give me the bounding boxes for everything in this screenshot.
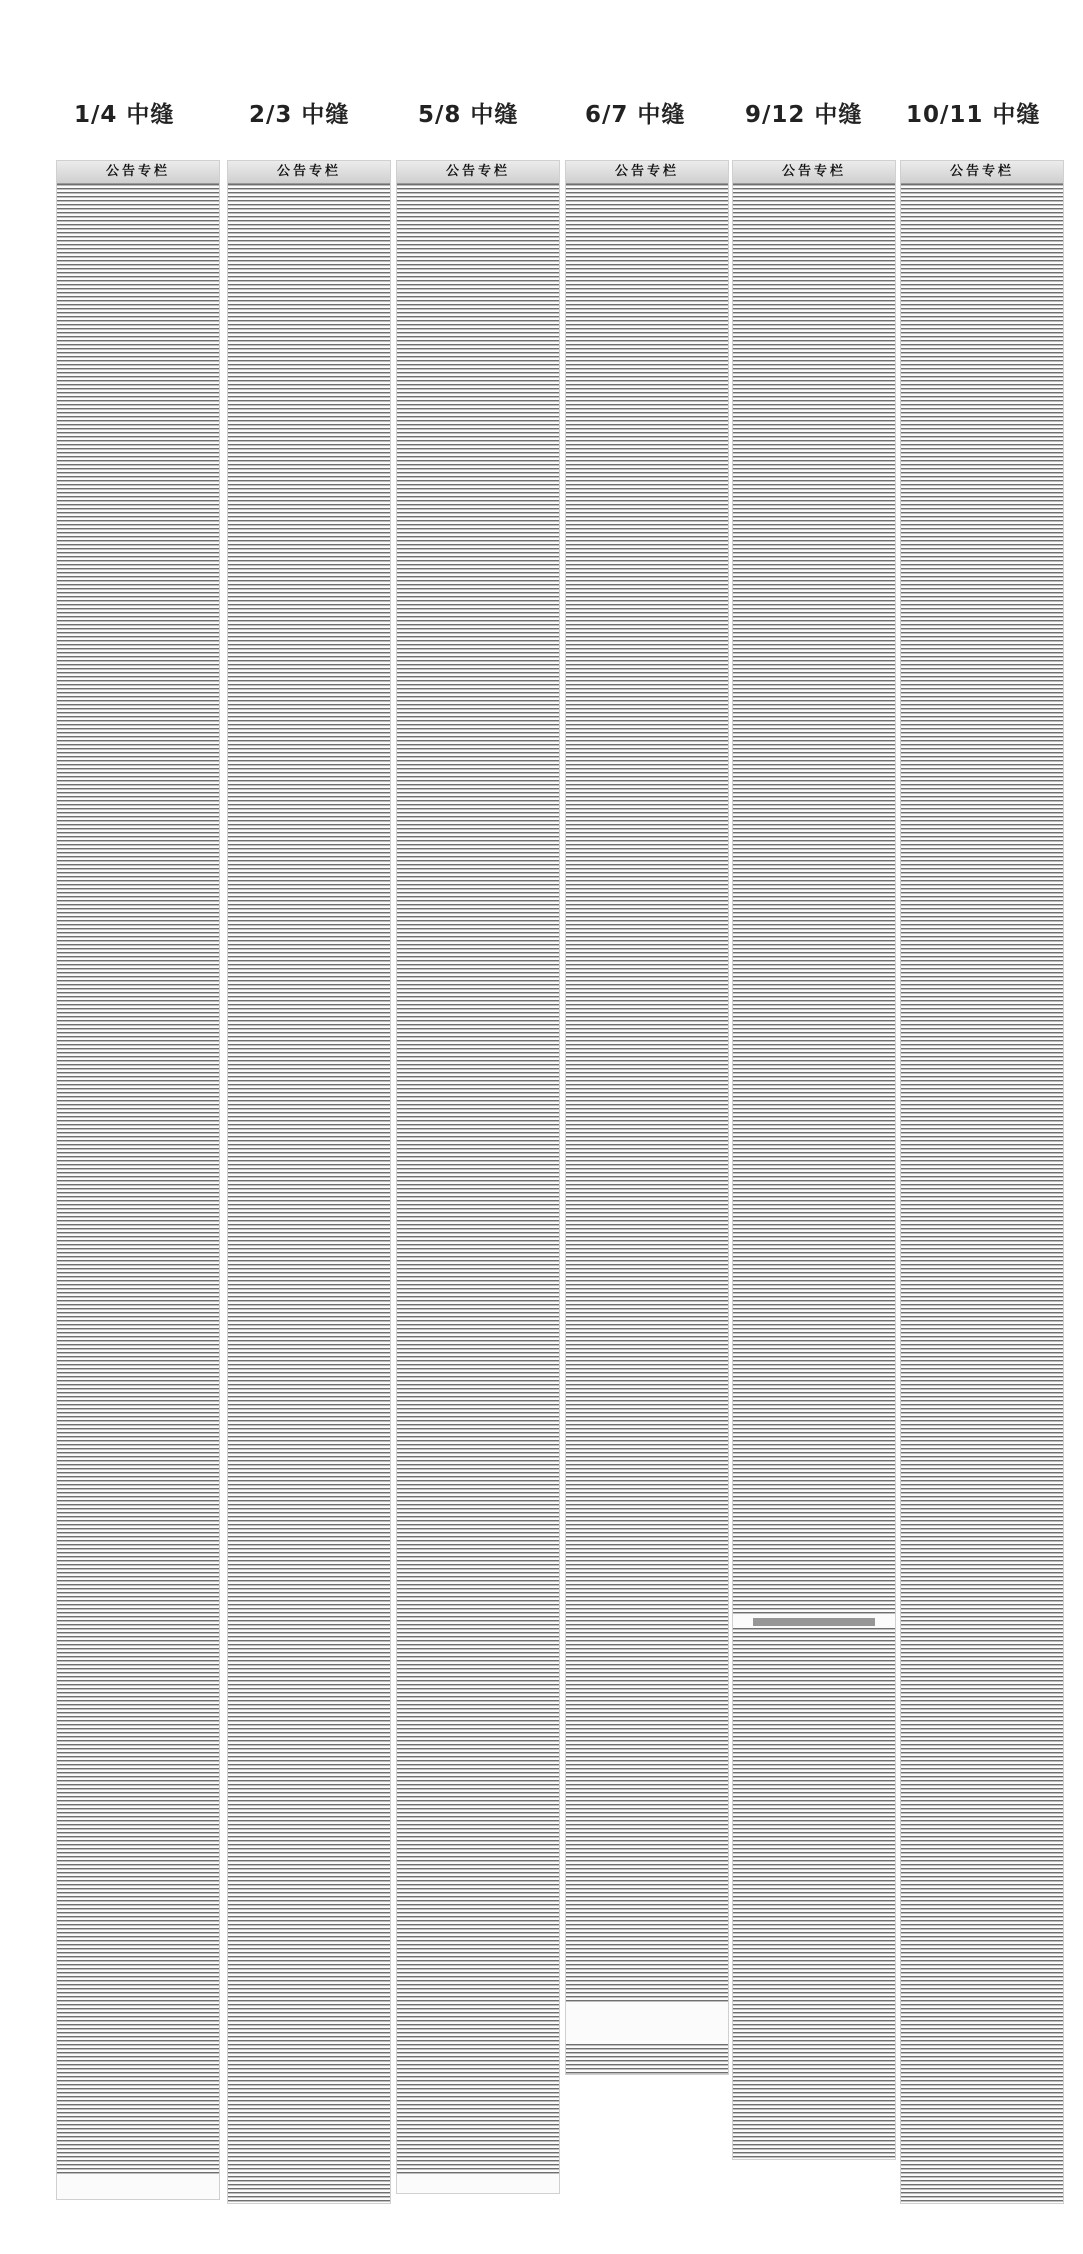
notice-text-block [901,184,1063,2203]
strip-header: 公告专栏 [733,161,895,184]
notice-strip-6-7 [565,160,729,2075]
fold-label-2-3: 2/3 中缝 [249,102,350,128]
strip-header: 公告专栏 [228,161,390,184]
strip-header: 公告专栏 [397,161,559,184]
fold-label-6-7: 6/7 中缝 [585,102,686,128]
strip-header: 公告专栏 [566,161,728,184]
fold-label-9-12: 9/12 中缝 [745,102,863,128]
notice-text-block [566,184,728,2074]
fold-label-1-4: 1/4 中缝 [74,102,175,128]
notice-strip-5-8 [396,160,560,2194]
notice-text-block [733,184,895,2159]
fold-label-10-11: 10/11 中缝 [906,102,1041,128]
notice-strip-9-12 [732,160,896,2160]
notice-strip-2-3 [227,160,391,2204]
strip-header: 公告专栏 [901,161,1063,184]
notice-text-block [57,184,219,2199]
notice-strip-1-4 [56,160,220,2200]
notice-strip-10-11 [900,160,1064,2204]
strip-header: 公告专栏 [57,161,219,184]
fold-label-5-8: 5/8 中缝 [418,102,519,128]
notice-text-block [397,184,559,2193]
notice-text-block [228,184,390,2203]
